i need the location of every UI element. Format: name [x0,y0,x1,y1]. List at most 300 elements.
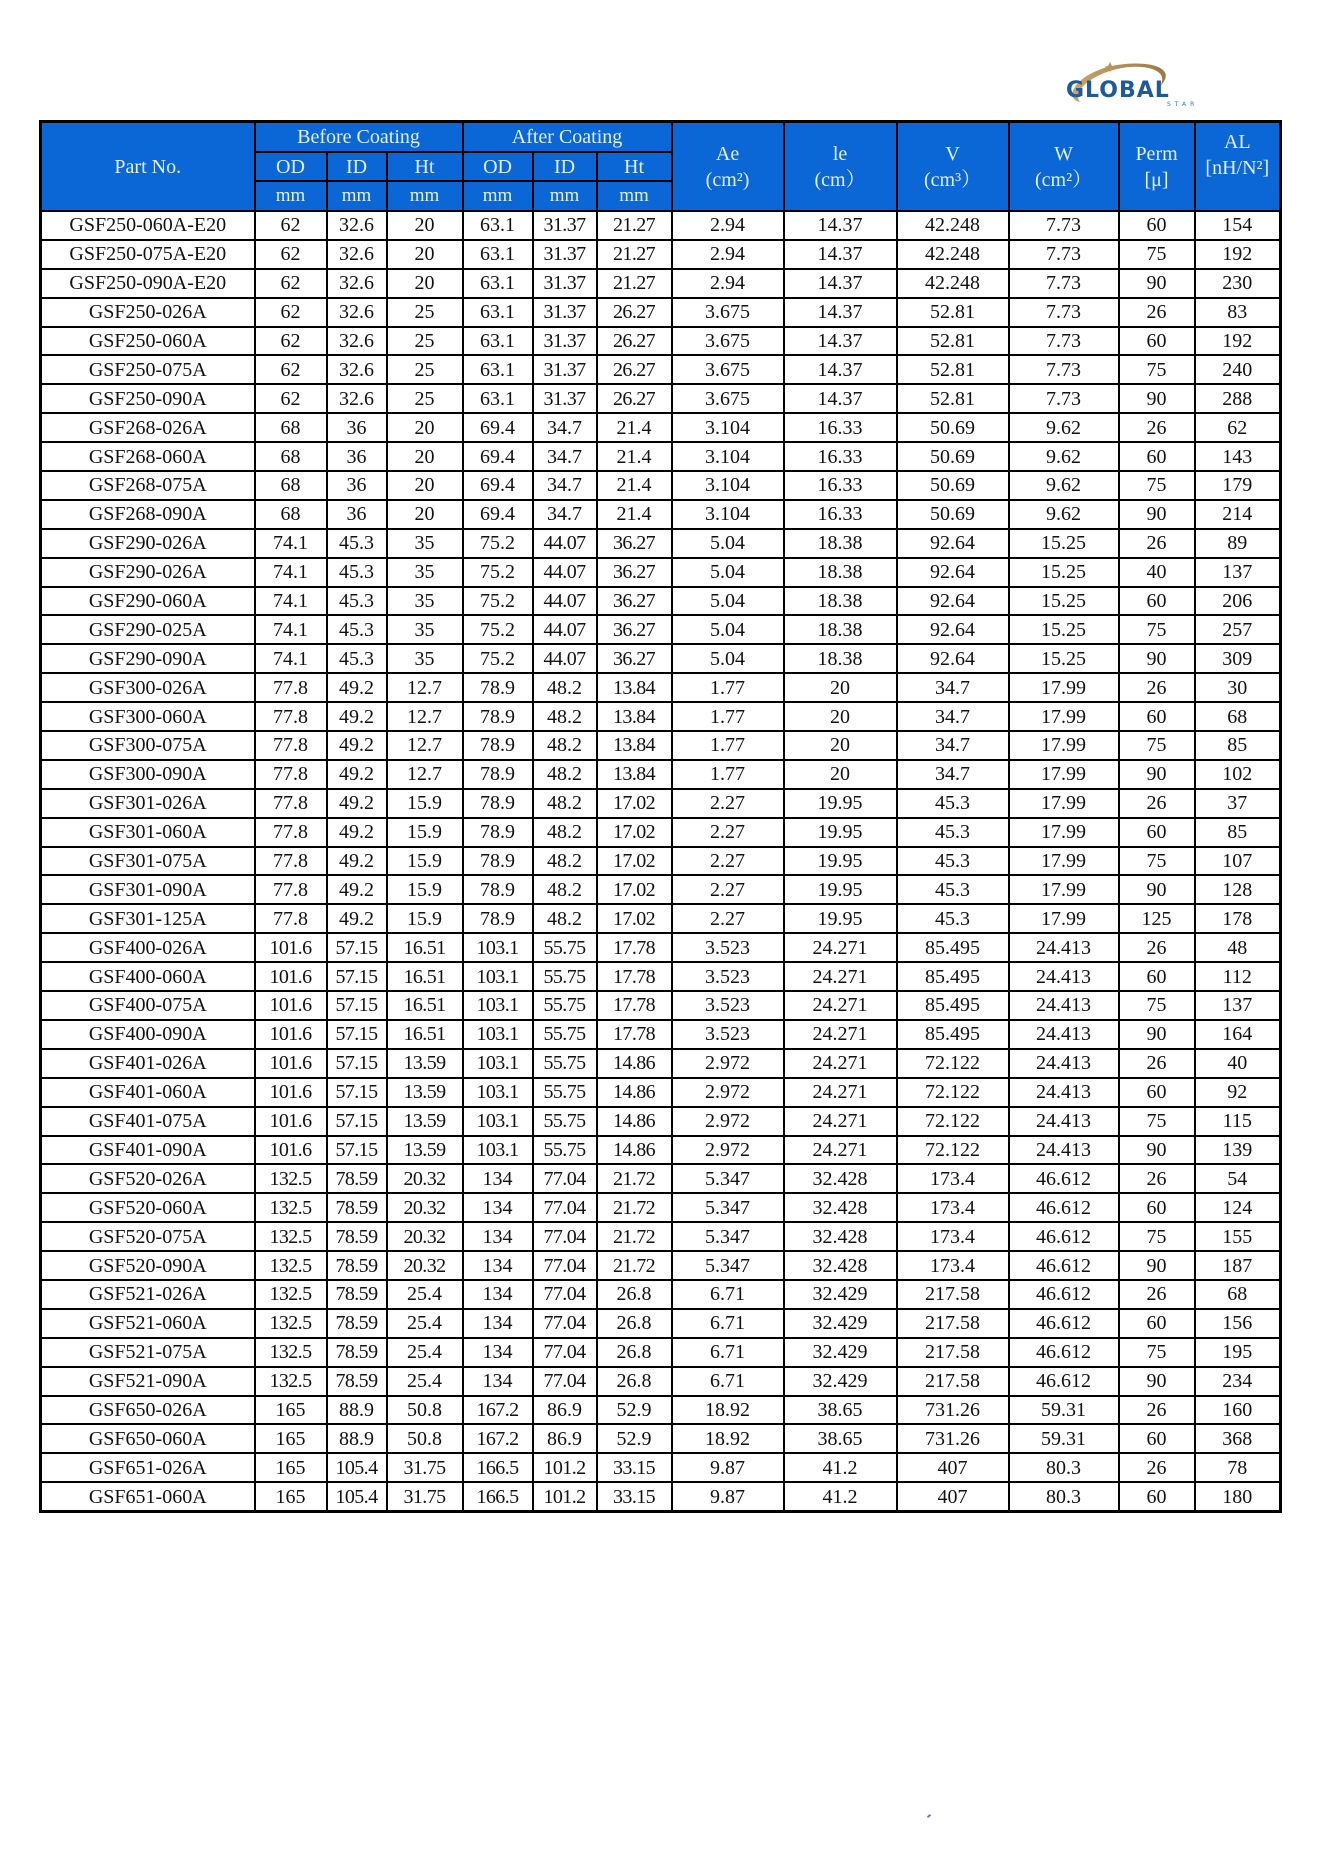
cell-al: 139 [1195,1136,1281,1165]
cell-w: 24.413 [1009,962,1119,991]
cell-before-od: 77.8 [255,847,327,876]
cell-after-id: 44.07 [533,587,597,616]
table-row [41,1338,1281,1367]
cell-perm: 26 [1119,1453,1195,1482]
cell-w: 24.413 [1009,1136,1119,1165]
cell-v: 217.58 [897,1280,1009,1309]
cell-al: 143 [1195,442,1281,471]
cell-le: 14.37 [784,269,897,298]
cell-al: 154 [1195,211,1281,240]
cell-ae: 2.94 [672,211,784,240]
table-row [41,962,1281,991]
cell-le: 24.271 [784,1078,897,1107]
cell-ae: 5.347 [672,1164,784,1193]
cell-le: 14.37 [784,327,897,356]
cell-perm: 75 [1119,1222,1195,1251]
cell-after-id: 86.9 [533,1424,597,1453]
cell-before-od: 62 [255,298,327,327]
cell-perm: 90 [1119,1020,1195,1049]
cell-w: 46.612 [1009,1309,1119,1338]
header-al-unit: [nH/N²] [1205,157,1270,179]
cell-w: 24.413 [1009,1107,1119,1136]
cell-perm: 60 [1119,211,1195,240]
cell-perm: 26 [1119,529,1195,558]
header-after-coating: After Coating [463,122,672,153]
cell-after-id: 31.37 [533,298,597,327]
cell-before-ht: 13.59 [387,1107,463,1136]
cell-v: 72.122 [897,1136,1009,1165]
table-row [41,1107,1281,1136]
cell-ae: 2.94 [672,240,784,269]
cell-before-ht: 20 [387,211,463,240]
cell-w: 24.413 [1009,1078,1119,1107]
cell-le: 16.33 [784,500,897,529]
cell-ae: 3.675 [672,384,784,413]
cell-after-ht: 21.4 [597,442,672,471]
cell-after-ht: 21.27 [597,240,672,269]
cell-before-od: 132.5 [255,1251,327,1280]
cell-al: 179 [1195,471,1281,500]
cell-before-id: 49.2 [327,731,387,760]
cell-v: 45.3 [897,789,1009,818]
cell-part-no: GSF400-060A [41,962,255,991]
cell-w: 17.99 [1009,789,1119,818]
cell-after-id: 55.75 [533,991,597,1020]
cell-after-ht: 26.27 [597,355,672,384]
cell-le: 14.37 [784,211,897,240]
cell-before-ht: 20.32 [387,1222,463,1251]
cell-after-ht: 26.27 [597,298,672,327]
cell-before-id: 105.4 [327,1453,387,1482]
cell-le: 32.428 [784,1164,897,1193]
cell-ae: 1.77 [672,731,784,760]
cell-after-ht: 21.4 [597,413,672,442]
cell-before-ht: 20 [387,442,463,471]
cell-before-id: 105.4 [327,1482,387,1511]
cell-after-id: 55.75 [533,1136,597,1165]
cell-ae: 2.972 [672,1078,784,1107]
cell-ae: 2.27 [672,875,784,904]
cell-le: 24.271 [784,1049,897,1078]
cell-v: 50.69 [897,413,1009,442]
cell-perm: 125 [1119,904,1195,933]
cell-v: 731.26 [897,1424,1009,1453]
cell-al: 30 [1195,673,1281,702]
cell-le: 14.37 [784,355,897,384]
cell-w: 15.25 [1009,558,1119,587]
cell-after-id: 31.37 [533,384,597,413]
cell-before-ht: 50.8 [387,1424,463,1453]
header-v-unit: (cm³） [924,168,982,191]
header-ae-unit: (cm²) [705,168,750,191]
cell-part-no: GSF520-090A [41,1251,255,1280]
cell-before-ht: 15.9 [387,847,463,876]
cell-before-od: 101.6 [255,1136,327,1165]
header-part-no: Part No. [41,122,255,212]
cell-before-od: 77.8 [255,731,327,760]
cell-al: 128 [1195,875,1281,904]
cell-after-ht: 36.27 [597,558,672,587]
cell-w: 17.99 [1009,875,1119,904]
cell-ae: 18.92 [672,1396,784,1425]
cell-ae: 6.71 [672,1338,784,1367]
cell-perm: 26 [1119,1049,1195,1078]
cell-ae: 1.77 [672,702,784,731]
table-row [41,702,1281,731]
cell-after-od: 167.2 [463,1396,533,1425]
cell-al: 78 [1195,1453,1281,1482]
cell-before-id: 32.6 [327,327,387,356]
cell-after-ht: 26.8 [597,1338,672,1367]
cell-ae: 3.104 [672,471,784,500]
cell-before-ht: 12.7 [387,731,463,760]
table-row [41,644,1281,673]
cell-after-od: 69.4 [463,413,533,442]
cell-before-id: 36 [327,442,387,471]
cell-ae: 5.347 [672,1193,784,1222]
cell-part-no: GSF268-026A [41,413,255,442]
cell-al: 234 [1195,1367,1281,1396]
cell-part-no: GSF250-060A [41,327,255,356]
cell-le: 19.95 [784,904,897,933]
cell-after-od: 63.1 [463,211,533,240]
cell-al: 92 [1195,1078,1281,1107]
cell-le: 24.271 [784,991,897,1020]
cell-part-no: GSF268-075A [41,471,255,500]
cell-before-ht: 25.4 [387,1280,463,1309]
cell-al: 240 [1195,355,1281,384]
cell-w: 59.31 [1009,1424,1119,1453]
cell-before-ht: 25 [387,355,463,384]
table-row [41,1482,1281,1511]
cell-before-id: 88.9 [327,1396,387,1425]
cell-v: 173.4 [897,1164,1009,1193]
cell-after-od: 75.2 [463,558,533,587]
cell-before-ht: 20 [387,413,463,442]
cell-before-od: 74.1 [255,644,327,673]
header-perm-label: Perm [1135,142,1178,165]
cell-before-id: 57.15 [327,1136,387,1165]
cell-before-id: 78.59 [327,1309,387,1338]
cell-after-od: 134 [463,1367,533,1396]
cell-part-no: GSF301-090A [41,875,255,904]
cell-after-id: 55.75 [533,1020,597,1049]
cell-before-ht: 25 [387,327,463,356]
cell-le: 19.95 [784,847,897,876]
cell-v: 45.3 [897,818,1009,847]
cell-w: 9.62 [1009,500,1119,529]
unit-after-ht: mm [597,181,672,211]
cell-al: 195 [1195,1338,1281,1367]
cell-ae: 2.27 [672,904,784,933]
cell-v: 52.81 [897,298,1009,327]
cell-after-ht: 21.27 [597,269,672,298]
cell-after-od: 134 [463,1251,533,1280]
cell-before-id: 49.2 [327,702,387,731]
cell-le: 19.95 [784,818,897,847]
cell-after-id: 31.37 [533,269,597,298]
cell-w: 46.612 [1009,1193,1119,1222]
cell-after-od: 75.2 [463,615,533,644]
cell-v: 42.248 [897,240,1009,269]
cell-perm: 26 [1119,1164,1195,1193]
cell-part-no: GSF651-026A [41,1453,255,1482]
cell-perm: 60 [1119,1482,1195,1511]
logo-subtitle: STAR [1167,101,1199,108]
cell-before-ht: 15.9 [387,818,463,847]
cell-le: 41.2 [784,1453,897,1482]
cell-v: 72.122 [897,1107,1009,1136]
cell-al: 230 [1195,269,1281,298]
cell-after-id: 48.2 [533,904,597,933]
cell-v: 50.69 [897,442,1009,471]
cell-v: 407 [897,1453,1009,1482]
cell-al: 180 [1195,1482,1281,1511]
cell-after-od: 69.4 [463,471,533,500]
cell-ae: 6.71 [672,1367,784,1396]
cell-perm: 60 [1119,1424,1195,1453]
cell-perm: 60 [1119,818,1195,847]
cell-after-ht: 21.72 [597,1193,672,1222]
cell-before-id: 57.15 [327,1107,387,1136]
cell-v: 173.4 [897,1251,1009,1280]
cell-part-no: GSF290-025A [41,615,255,644]
cell-le: 24.271 [784,1136,897,1165]
cell-al: 107 [1195,847,1281,876]
cell-before-ht: 20 [387,471,463,500]
table-row [41,1193,1281,1222]
table-row [41,1453,1281,1482]
cell-after-ht: 21.27 [597,211,672,240]
header-ae [672,122,784,212]
cell-before-id: 57.15 [327,1078,387,1107]
cell-w: 7.73 [1009,355,1119,384]
cell-al: 155 [1195,1222,1281,1251]
cell-al: 156 [1195,1309,1281,1338]
table-row [41,1136,1281,1165]
cell-after-id: 86.9 [533,1396,597,1425]
cell-before-ht: 25.4 [387,1338,463,1367]
cell-before-ht: 12.7 [387,702,463,731]
table-row [41,1309,1281,1338]
cell-perm: 75 [1119,1338,1195,1367]
cell-le: 18.38 [784,558,897,587]
header-w-label: W [1054,142,1073,165]
cell-le: 14.37 [784,298,897,327]
cell-perm: 26 [1119,298,1195,327]
cell-before-id: 57.15 [327,962,387,991]
cell-perm: 75 [1119,1107,1195,1136]
cell-after-ht: 13.84 [597,673,672,702]
cell-part-no: GSF250-090A [41,384,255,413]
cell-after-ht: 33.15 [597,1453,672,1482]
cell-before-ht: 16.51 [387,1020,463,1049]
cell-v: 45.3 [897,875,1009,904]
cell-after-ht: 21.72 [597,1164,672,1193]
cell-al: 54 [1195,1164,1281,1193]
cell-ae: 2.27 [672,818,784,847]
cell-al: 206 [1195,587,1281,616]
cell-before-id: 36 [327,413,387,442]
cell-before-od: 62 [255,355,327,384]
table-row [41,1222,1281,1251]
cell-ae: 9.87 [672,1453,784,1482]
cell-after-ht: 26.27 [597,327,672,356]
cell-ae: 18.92 [672,1424,784,1453]
cell-v: 173.4 [897,1222,1009,1251]
unit-before-ht: mm [387,181,463,211]
cell-perm: 60 [1119,442,1195,471]
cell-after-id: 101.2 [533,1453,597,1482]
cell-before-ht: 31.75 [387,1453,463,1482]
cell-after-od: 134 [463,1309,533,1338]
cell-part-no: GSF268-090A [41,500,255,529]
cell-perm: 75 [1119,471,1195,500]
cell-after-od: 134 [463,1338,533,1367]
cell-before-od: 74.1 [255,558,327,587]
cell-before-od: 77.8 [255,760,327,789]
cell-w: 46.612 [1009,1251,1119,1280]
header-perm-unit: [μ] [1144,168,1169,191]
cell-before-od: 62 [255,240,327,269]
cell-after-id: 48.2 [533,818,597,847]
cell-part-no: GSF300-060A [41,702,255,731]
core-spec-table [39,120,1282,1513]
cell-al: 124 [1195,1193,1281,1222]
cell-before-ht: 25 [387,384,463,413]
cell-after-id: 77.04 [533,1193,597,1222]
cell-al: 309 [1195,644,1281,673]
cell-le: 18.38 [784,644,897,673]
cell-w: 9.62 [1009,413,1119,442]
cell-le: 16.33 [784,471,897,500]
cell-after-ht: 17.78 [597,933,672,962]
unit-after-od: mm [463,181,533,211]
cell-after-ht: 21.4 [597,500,672,529]
cell-w: 46.612 [1009,1164,1119,1193]
cell-w: 7.73 [1009,211,1119,240]
cell-part-no: GSF520-026A [41,1164,255,1193]
cell-al: 160 [1195,1396,1281,1425]
cell-before-od: 68 [255,442,327,471]
cell-perm: 60 [1119,962,1195,991]
cell-v: 52.81 [897,355,1009,384]
cell-ae: 5.04 [672,615,784,644]
cell-after-od: 134 [463,1193,533,1222]
cell-before-ht: 15.9 [387,789,463,818]
cell-before-ht: 13.59 [387,1078,463,1107]
cell-after-od: 103.1 [463,962,533,991]
cell-perm: 60 [1119,1309,1195,1338]
cell-after-ht: 26.8 [597,1309,672,1338]
cell-al: 368 [1195,1424,1281,1453]
cell-perm: 75 [1119,731,1195,760]
cell-after-od: 75.2 [463,587,533,616]
cell-le: 32.428 [784,1193,897,1222]
cell-perm: 26 [1119,413,1195,442]
cell-after-id: 77.04 [533,1338,597,1367]
cell-after-ht: 33.15 [597,1482,672,1511]
cell-before-id: 45.3 [327,558,387,587]
cell-after-ht: 14.86 [597,1107,672,1136]
cell-al: 68 [1195,1280,1281,1309]
cell-w: 15.25 [1009,587,1119,616]
cell-ae: 3.675 [672,327,784,356]
cell-perm: 26 [1119,789,1195,818]
cell-le: 41.2 [784,1482,897,1511]
cell-al: 187 [1195,1251,1281,1280]
cell-part-no: GSF400-026A [41,933,255,962]
cell-after-ht: 17.78 [597,991,672,1020]
cell-before-ht: 20.32 [387,1251,463,1280]
header-al-label: AL [1223,131,1251,153]
cell-perm: 60 [1119,587,1195,616]
cell-before-ht: 13.59 [387,1049,463,1078]
cell-before-ht: 31.75 [387,1482,463,1511]
cell-after-id: 31.37 [533,211,597,240]
cell-le: 24.271 [784,1107,897,1136]
table-row [41,1251,1281,1280]
cell-before-ht: 20 [387,269,463,298]
cell-before-od: 62 [255,211,327,240]
table-row [41,211,1281,240]
cell-before-od: 62 [255,327,327,356]
cell-w: 24.413 [1009,1049,1119,1078]
cell-before-ht: 12.7 [387,673,463,702]
cell-after-id: 34.7 [533,442,597,471]
cell-v: 52.81 [897,384,1009,413]
cell-before-ht: 15.9 [387,904,463,933]
cell-after-od: 103.1 [463,1107,533,1136]
cell-al: 137 [1195,558,1281,587]
cell-v: 52.81 [897,327,1009,356]
cell-part-no: GSF301-060A [41,818,255,847]
cell-le: 20 [784,673,897,702]
cell-after-ht: 21.4 [597,471,672,500]
cell-after-id: 44.07 [533,644,597,673]
cell-ae: 3.523 [672,962,784,991]
cell-v: 42.248 [897,269,1009,298]
header-before-ht: Ht [387,152,463,181]
cell-ae: 3.523 [672,991,784,1020]
cell-le: 16.33 [784,413,897,442]
cell-before-id: 78.59 [327,1251,387,1280]
cell-before-od: 101.6 [255,1078,327,1107]
cell-before-id: 45.3 [327,615,387,644]
cell-after-od: 63.1 [463,240,533,269]
cell-al: 112 [1195,962,1281,991]
cell-after-id: 77.04 [533,1309,597,1338]
cell-after-id: 44.07 [533,558,597,587]
cell-after-od: 78.9 [463,760,533,789]
cell-w: 80.3 [1009,1482,1119,1511]
cell-before-id: 57.15 [327,1020,387,1049]
cell-part-no: GSF401-075A [41,1107,255,1136]
cell-le: 24.271 [784,962,897,991]
cell-le: 32.429 [784,1338,897,1367]
cell-ae: 2.972 [672,1136,784,1165]
cell-after-ht: 14.86 [597,1049,672,1078]
cell-ae: 5.04 [672,587,784,616]
cell-before-od: 68 [255,471,327,500]
cell-after-ht: 14.86 [597,1078,672,1107]
cell-before-id: 88.9 [327,1424,387,1453]
table-row [41,355,1281,384]
cell-le: 38.65 [784,1396,897,1425]
cell-part-no: GSF250-090A-E20 [41,269,255,298]
stray-mark [927,1814,931,1818]
cell-ae: 5.04 [672,529,784,558]
